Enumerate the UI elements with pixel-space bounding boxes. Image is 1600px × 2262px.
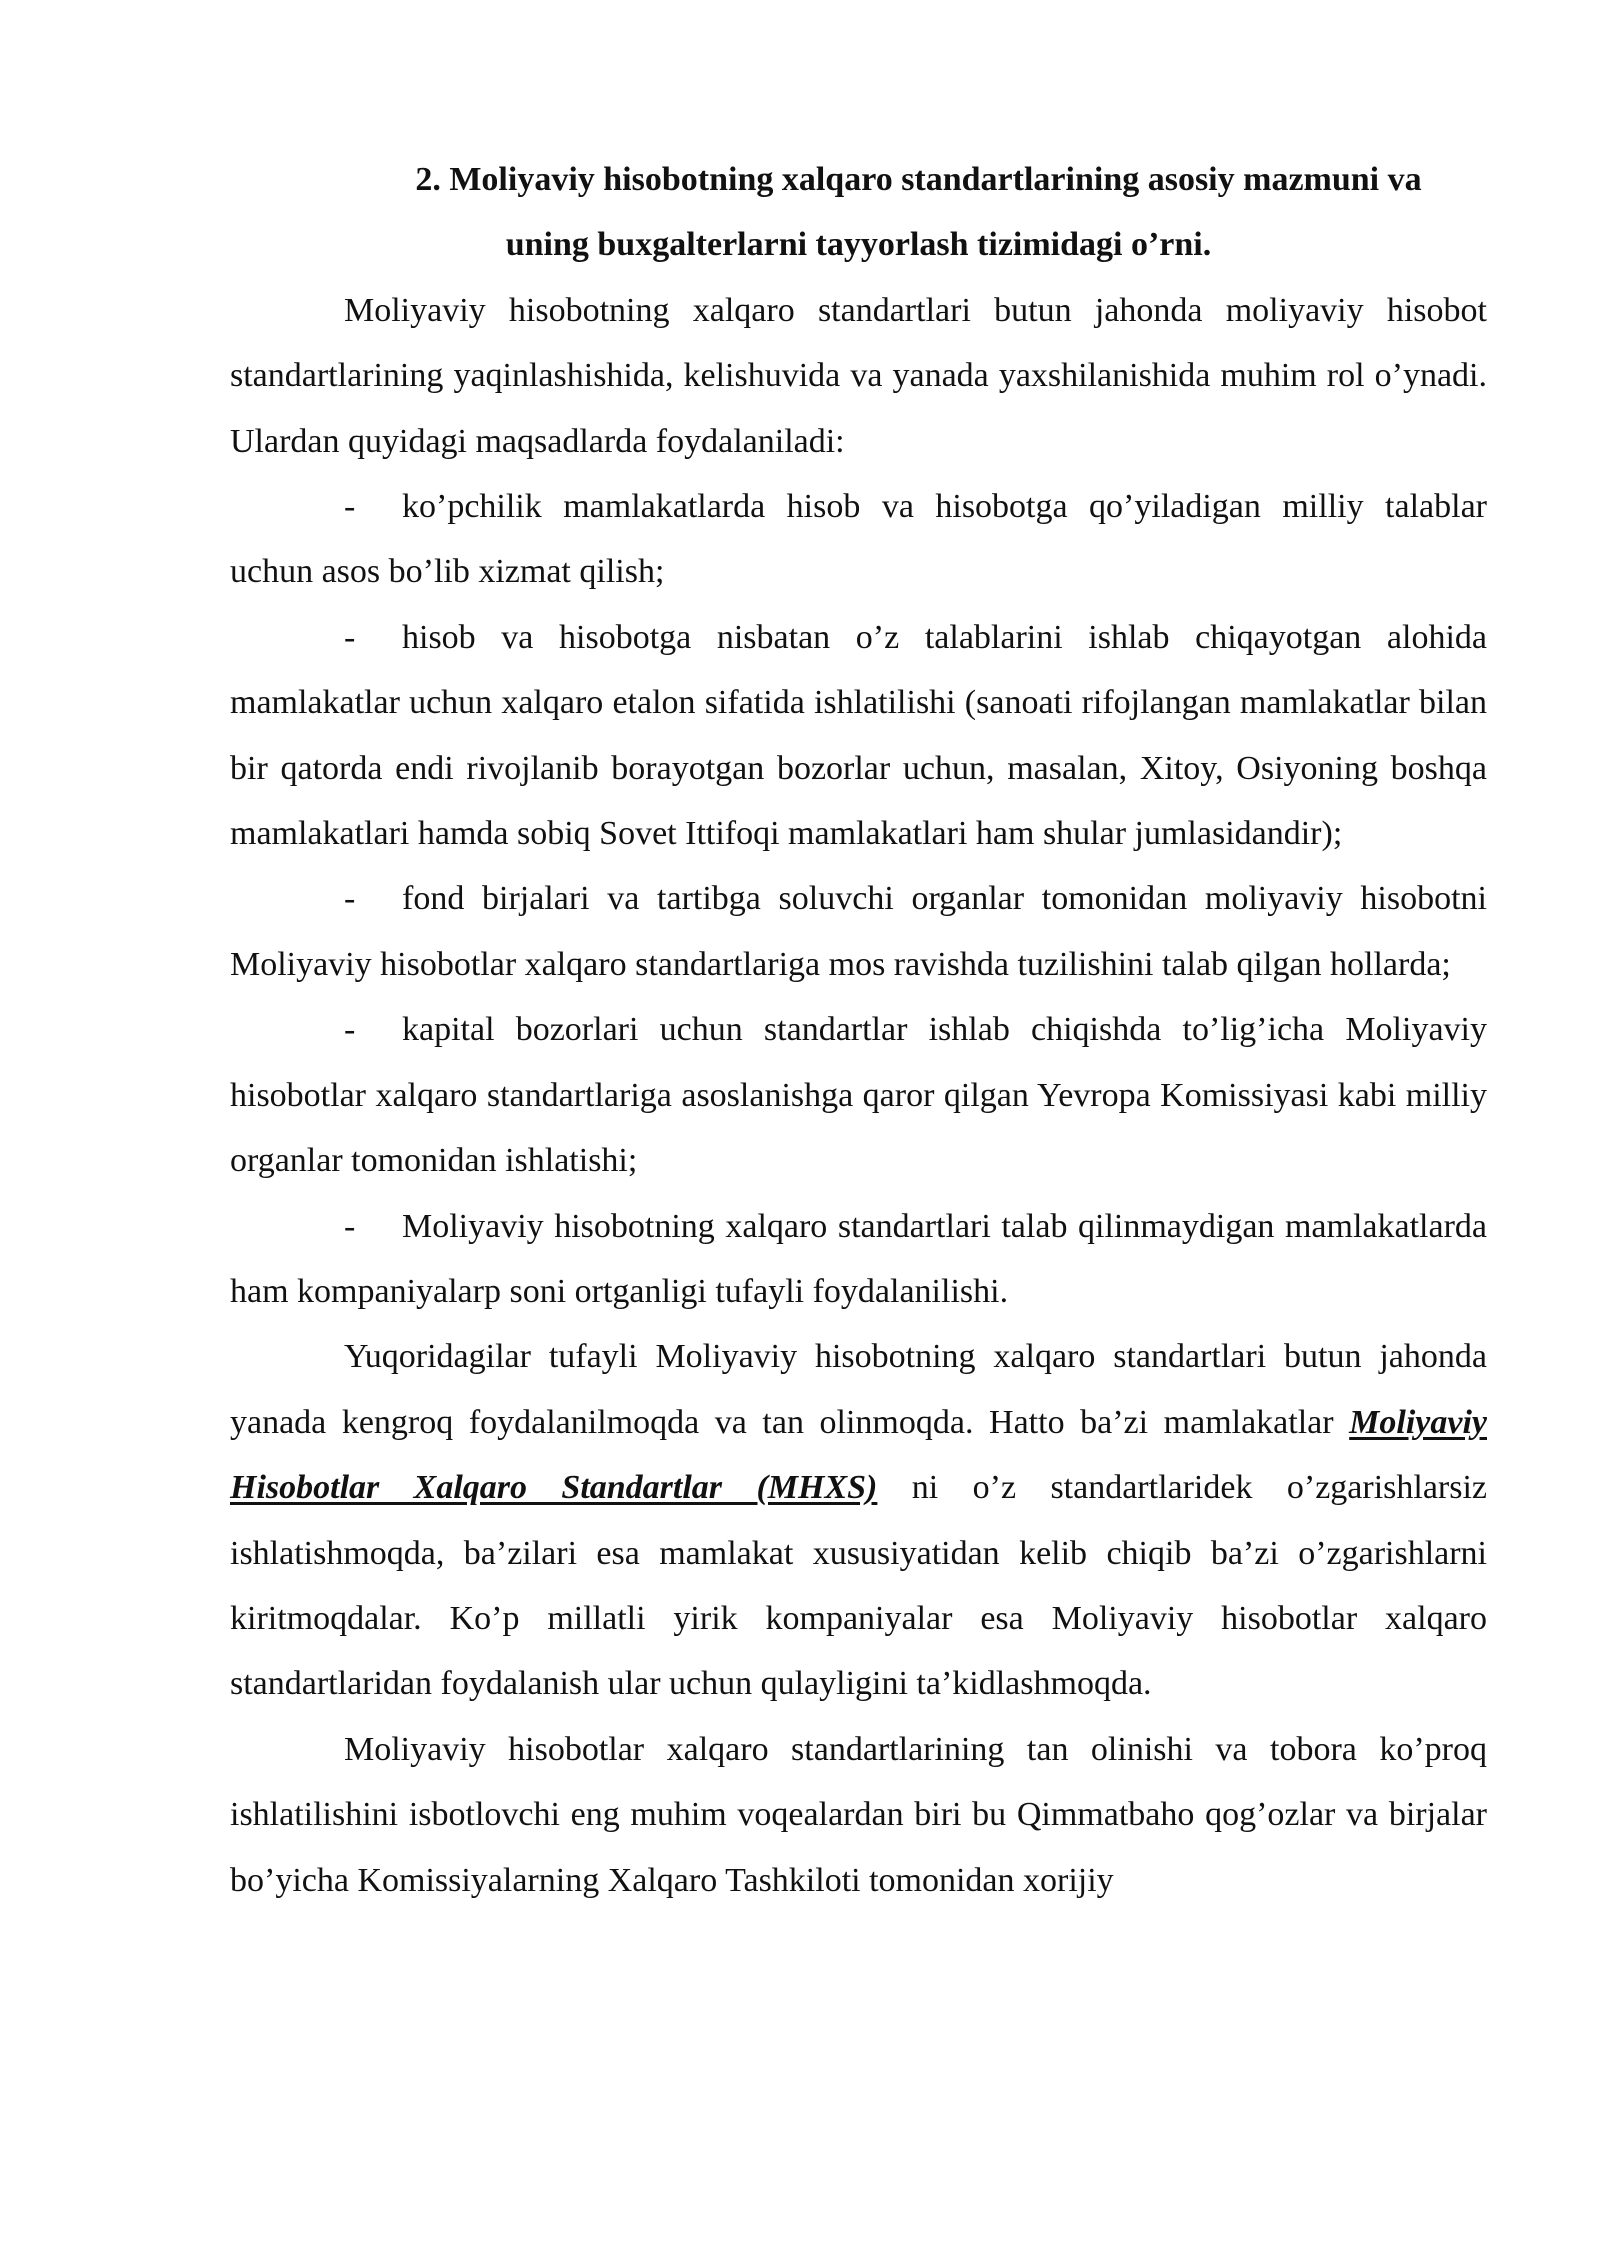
list-item-text: kapital bozorlari uchun standartlar ishlab chiqishda to’lig’icha Moliyaviy hisobotlar xalqaro standartlariga asoslanishga qaror qilgan Yevropa Komissiyasi kabi milliy organlar tomonidan ishlatishi; bbox=[230, 1011, 1487, 1180]
list-item-text: fond birjalari va tartibga soluvchi organlar tomonidan moliyaviy hisobotni Moliyaviy hisobotlar xalqaro standartlariga mos ravishda tuzilishini talab qilgan hollarda; bbox=[230, 880, 1487, 983]
list-item-text: Moliyaviy hisobotning xalqaro standartlari talab qilinmaydigan mamlakatlarda ham kompaniyalarp soni ortganligi tufayli foydalanilishi. bbox=[230, 1207, 1487, 1310]
term-link[interactable]: Moliyaviy Hisobotlar Xalqaro Standartlar (MHXS) bbox=[230, 1403, 1487, 1507]
bullet-dash: - bbox=[344, 618, 356, 656]
list-item-text: ko’pchilik mamlakatlarda hisob va hisobotga qo’yiladigan milliy talablar uchun asos bo’lib xizmat qilish; bbox=[230, 488, 1487, 591]
list-item bbox=[230, 1194, 1487, 1325]
heading-line-1: 2. Moliyaviy hisobotning xalqaro standartlarining asosiy mazmuni va bbox=[415, 161, 1422, 198]
list-item bbox=[230, 866, 1487, 997]
list-item bbox=[230, 997, 1487, 1193]
heading-line-2: uning buxgalterlarni tayyorlash tizimidagi o’rni. bbox=[505, 226, 1212, 264]
body-paragraph-2 bbox=[230, 1324, 1487, 1716]
list-item bbox=[230, 474, 1487, 605]
bullet-dash: - bbox=[344, 1011, 356, 1049]
intro-paragraph: Moliyaviy hisobotning xalqaro standartlari butun jahonda moliyaviy hisobot standartlarining yaqinlashishida, kelishuvida va yanada yaxshilanishida muhim rol o’ynadi. Ulardan quyidagi maqsadlarda foydalaniladi: bbox=[230, 291, 1487, 460]
list-item-text: hisob va hisobotga nisbatan o’z talablarini ishlab chiqayotgan alohida mamlakatlar uchun xalqaro etalon sifatida ishlatilishi (sanoati rifojlangan mamlakatlar bilan bir qatorda endi rivojlanib borayotgan bozorlar uchun, masalan, Xitoy, Osiyoning boshqa mamlakatlari hamda sobiq Sovet Ittifoqi mamlakatlari ham shular jumlasidandir); bbox=[230, 618, 1487, 853]
paragraph-text: ni o’z standartlaridek o’zgarishlarsiz ishlatishmoqda, ba’zilari esa mamlakat xususiyatidan kelib chiqib ba’zi o’zgarishlarni kiritmoqdalar. Ko’p millatli yirik kompaniyalar esa Moliyaviy hisobotlar xalqaro standartlaridan foydalanish ular uchun qulayligini ta’kidlashmoqda. bbox=[230, 1469, 1487, 1703]
bullet-dash: - bbox=[344, 880, 356, 918]
paragraph-text: Yuqoridagilar tufayli Moliyaviy hisobotning xalqaro standartlari butun jahonda yanada kengroq foydalanilmoqda va tan olinmoqda. Hatto ba’zi mamlakatlar bbox=[230, 1338, 1487, 1441]
body-paragraph-3: Moliyaviy hisobotlar xalqaro standartlarining tan olinishi va tobora ko’proq ishlatilishini isbotlovchi eng muhim voqealardan biri bu Qimmatbaho qog’ozlar va birjalar bo’yicha Komissiyalarning Xalqaro Tashkiloti tomonidan xorijiy bbox=[230, 1730, 1487, 1899]
document-body bbox=[230, 147, 1487, 1913]
list-item bbox=[230, 605, 1487, 867]
bullet-dash: - bbox=[344, 1207, 356, 1245]
section-heading bbox=[230, 147, 1487, 278]
bullet-dash: - bbox=[344, 488, 356, 526]
